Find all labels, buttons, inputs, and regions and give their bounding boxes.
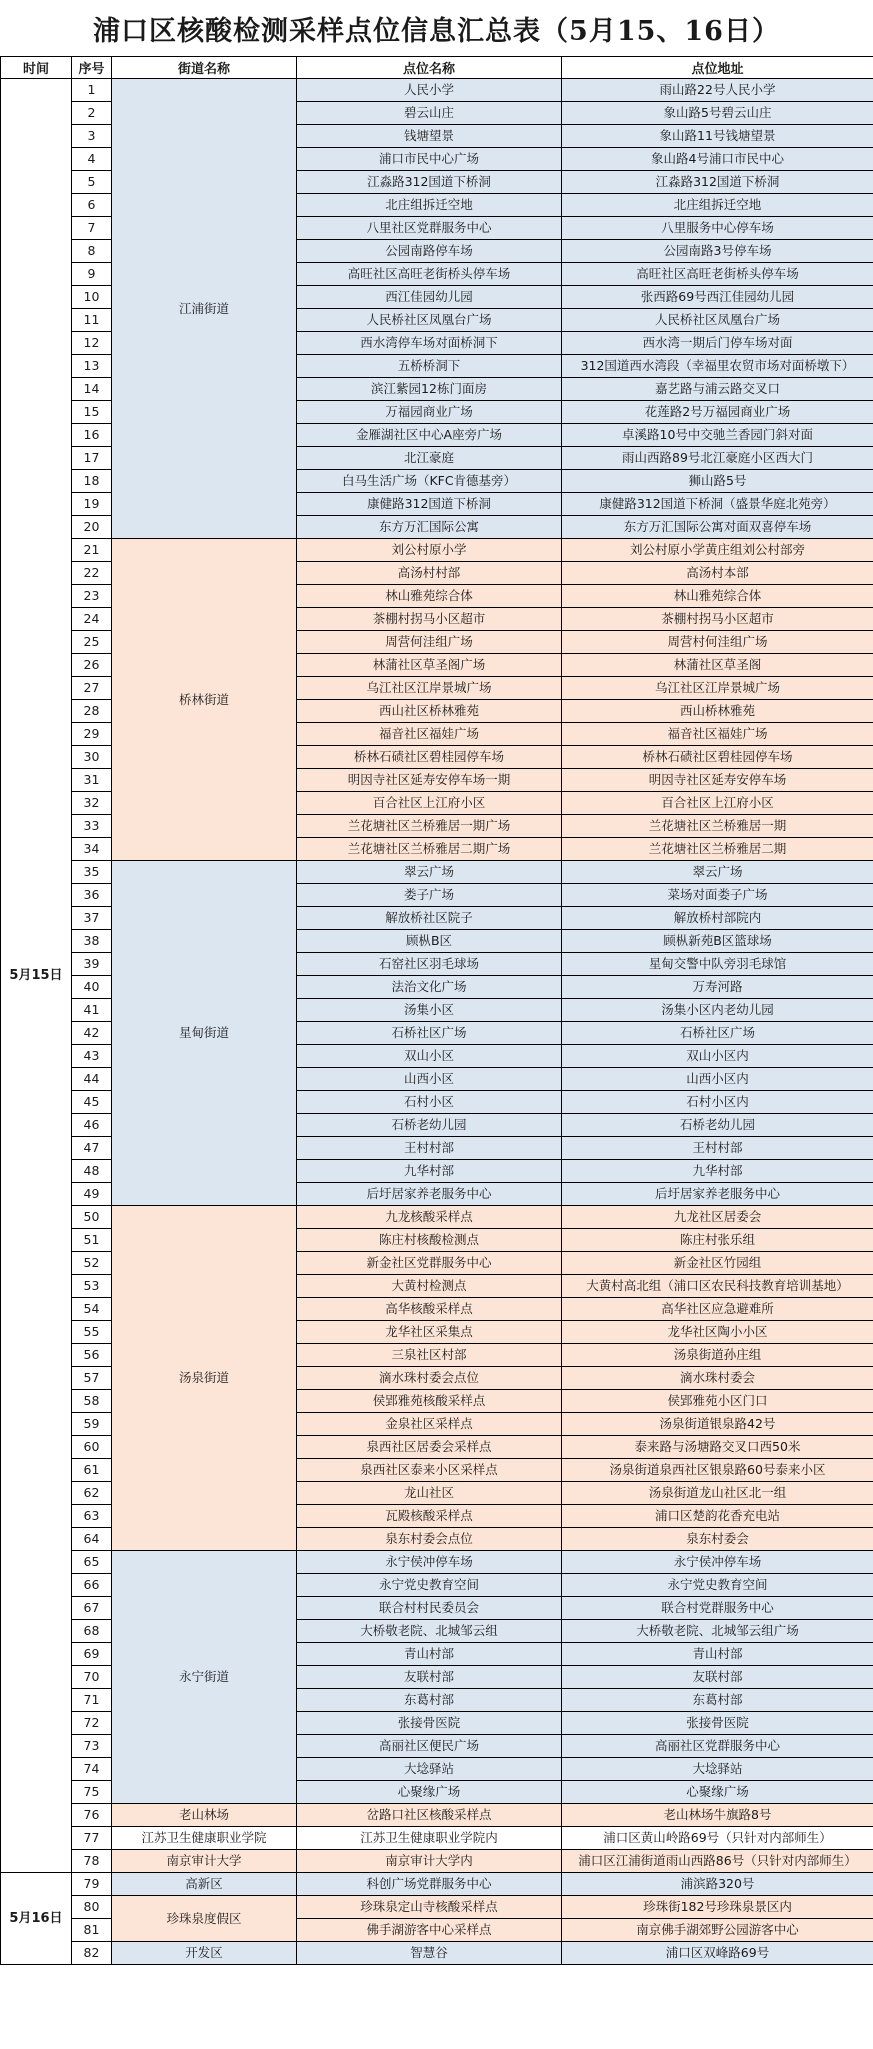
point-name: 白马生活广场（KFC肯德基旁） <box>297 470 562 493</box>
point-address: 茶棚村拐马小区超市 <box>562 608 873 631</box>
point-name: 兰花塘社区兰桥雅居一期广场 <box>297 815 562 838</box>
point-name: 九龙核酸采样点 <box>297 1206 562 1229</box>
point-address: 嘉艺路与浦云路交叉口 <box>562 378 873 401</box>
point-address: 龙华社区陶小小区 <box>562 1321 873 1344</box>
table-row <box>1 1942 873 1965</box>
point-address: 联合村党群服务中心 <box>562 1597 873 1620</box>
point-name: 人民小学 <box>297 79 562 102</box>
point-name: 龙山社区 <box>297 1482 562 1505</box>
point-name: 九华村部 <box>297 1160 562 1183</box>
point-name: 岔路口社区核酸采样点 <box>297 1804 562 1827</box>
point-address: 兰花塘社区兰桥雅居一期 <box>562 815 873 838</box>
row-number: 40 <box>72 976 112 999</box>
point-address: 百合社区上江府小区 <box>562 792 873 815</box>
point-name: 智慧谷 <box>297 1942 562 1965</box>
point-name: 佛手湖游客中心采样点 <box>297 1919 562 1942</box>
row-number: 30 <box>72 746 112 769</box>
row-number: 38 <box>72 930 112 953</box>
point-name: 石窑社区羽毛球场 <box>297 953 562 976</box>
row-number: 59 <box>72 1413 112 1436</box>
row-number: 23 <box>72 585 112 608</box>
row-number: 14 <box>72 378 112 401</box>
point-name: 张接骨医院 <box>297 1712 562 1735</box>
point-name: 百合社区上江府小区 <box>297 792 562 815</box>
row-number: 36 <box>72 884 112 907</box>
row-number: 12 <box>72 332 112 355</box>
row-number: 48 <box>72 1160 112 1183</box>
row-number: 42 <box>72 1022 112 1045</box>
point-address: 西水湾一期后门停车场对面 <box>562 332 873 355</box>
header-point-address: 点位地址 <box>562 57 873 79</box>
row-number: 32 <box>72 792 112 815</box>
header-number: 序号 <box>72 57 112 79</box>
row-number: 17 <box>72 447 112 470</box>
row-number: 67 <box>72 1597 112 1620</box>
point-address: 康健路312国道下桥洞（盛景华庭北苑旁） <box>562 493 873 516</box>
row-number: 69 <box>72 1643 112 1666</box>
point-name: 八里社区党群服务中心 <box>297 217 562 240</box>
row-number: 76 <box>72 1804 112 1827</box>
row-number: 45 <box>72 1091 112 1114</box>
row-number: 46 <box>72 1114 112 1137</box>
table-row <box>1 1206 873 1229</box>
row-number: 61 <box>72 1459 112 1482</box>
row-number: 74 <box>72 1758 112 1781</box>
point-name: 泉东村委会点位 <box>297 1528 562 1551</box>
point-name: 公园南路停车场 <box>297 240 562 263</box>
street-name: 开发区 <box>112 1942 297 1965</box>
point-address: 福音社区福娃广场 <box>562 723 873 746</box>
point-address: 老山林场牛旗路8号 <box>562 1804 873 1827</box>
point-name: 明因寺社区延寿安停车场一期 <box>297 769 562 792</box>
point-address: 高丽社区党群服务中心 <box>562 1735 873 1758</box>
point-name: 乌江社区江岸景城广场 <box>297 677 562 700</box>
point-address: 八里服务中心停车场 <box>562 217 873 240</box>
point-name: 林蒲社区草圣阁广场 <box>297 654 562 677</box>
point-name: 滴水珠村委会点位 <box>297 1367 562 1390</box>
point-name: 福音社区福娃广场 <box>297 723 562 746</box>
point-name: 茶棚村拐马小区超市 <box>297 608 562 631</box>
row-number: 37 <box>72 907 112 930</box>
point-name: 高华核酸采样点 <box>297 1298 562 1321</box>
point-address: 明因寺社区延寿安停车场 <box>562 769 873 792</box>
point-address: 珍珠街182号珍珠泉景区内 <box>562 1896 873 1919</box>
point-address: 新金社区竹园组 <box>562 1252 873 1275</box>
point-name: 西山社区桥林雅苑 <box>297 700 562 723</box>
point-name: 解放桥社区院子 <box>297 907 562 930</box>
point-name: 刘公村原小学 <box>297 539 562 562</box>
point-address: 万寿河路 <box>562 976 873 999</box>
row-number: 80 <box>72 1896 112 1919</box>
table-row <box>1 79 873 102</box>
point-name: 金雁湖社区中心A座旁广场 <box>297 424 562 447</box>
row-number: 4 <box>72 148 112 171</box>
point-address: 汤集小区内老幼儿园 <box>562 999 873 1022</box>
point-address: 张西路69号西江佳园幼儿园 <box>562 286 873 309</box>
row-number: 73 <box>72 1735 112 1758</box>
point-name: 兰花塘社区兰桥雅居二期广场 <box>297 838 562 861</box>
point-name: 翠云广场 <box>297 861 562 884</box>
row-number: 50 <box>72 1206 112 1229</box>
table-row <box>1 1551 873 1574</box>
table-body <box>1 79 873 1965</box>
row-number: 53 <box>72 1275 112 1298</box>
point-name: 双山小区 <box>297 1045 562 1068</box>
point-address: 张接骨医院 <box>562 1712 873 1735</box>
point-name: 江苏卫生健康职业学院内 <box>297 1827 562 1850</box>
point-name: 汤集小区 <box>297 999 562 1022</box>
point-name: 永宁侯冲停车场 <box>297 1551 562 1574</box>
point-name: 珍珠泉定山寺核酸采样点 <box>297 1896 562 1919</box>
table-row <box>1 1804 873 1827</box>
street-name: 汤泉街道 <box>112 1206 297 1551</box>
row-number: 28 <box>72 700 112 723</box>
street-name: 星甸街道 <box>112 861 297 1206</box>
point-name: 金泉社区采样点 <box>297 1413 562 1436</box>
point-address: 东方万汇国际公寓对面双喜停车场 <box>562 516 873 539</box>
point-address: 星甸交警中队旁羽毛球馆 <box>562 953 873 976</box>
point-address: 兰花塘社区兰桥雅居二期 <box>562 838 873 861</box>
point-name: 东葛村部 <box>297 1689 562 1712</box>
point-name: 碧云山庄 <box>297 102 562 125</box>
row-number: 62 <box>72 1482 112 1505</box>
street-name: 永宁街道 <box>112 1551 297 1804</box>
point-name: 西水湾停车场对面桥洞下 <box>297 332 562 355</box>
row-number: 18 <box>72 470 112 493</box>
point-address: 南京佛手湖郊野公园游客中心 <box>562 1919 873 1942</box>
point-address: 青山村部 <box>562 1643 873 1666</box>
row-number: 34 <box>72 838 112 861</box>
page-title: 浦口区核酸检测采样点位信息汇总表（5月15、16日） <box>93 15 780 47</box>
table-row <box>1 1827 873 1850</box>
point-name: 石桥社区广场 <box>297 1022 562 1045</box>
row-number: 54 <box>72 1298 112 1321</box>
point-address: 九龙社区居委会 <box>562 1206 873 1229</box>
street-name: 南京审计大学 <box>112 1850 297 1873</box>
header-point-name: 点位名称 <box>297 57 562 79</box>
row-number: 2 <box>72 102 112 125</box>
row-number: 29 <box>72 723 112 746</box>
row-number: 56 <box>72 1344 112 1367</box>
row-number: 70 <box>72 1666 112 1689</box>
street-name: 桥林街道 <box>112 539 297 861</box>
row-number: 21 <box>72 539 112 562</box>
row-number: 51 <box>72 1229 112 1252</box>
point-name: 瓦殿核酸采样点 <box>297 1505 562 1528</box>
point-address: 林蒲社区草圣阁 <box>562 654 873 677</box>
point-address: 山西小区内 <box>562 1068 873 1091</box>
point-name: 石村小区 <box>297 1091 562 1114</box>
point-name: 泉西社区泰来小区采样点 <box>297 1459 562 1482</box>
point-name: 人民桥社区凤凰台广场 <box>297 309 562 332</box>
point-name: 泉西社区居委会采样点 <box>297 1436 562 1459</box>
row-number: 15 <box>72 401 112 424</box>
point-address: 滴水珠村委会 <box>562 1367 873 1390</box>
row-number: 58 <box>72 1390 112 1413</box>
point-address: 解放桥村部院内 <box>562 907 873 930</box>
table-row <box>1 539 873 562</box>
row-number: 31 <box>72 769 112 792</box>
street-name: 珍珠泉度假区 <box>112 1896 297 1942</box>
point-name: 王村村部 <box>297 1137 562 1160</box>
point-address: 泰来路与汤塘路交叉口西50米 <box>562 1436 873 1459</box>
table-row <box>1 1896 873 1919</box>
point-address: 桥林石碛社区碧桂园停车场 <box>562 746 873 769</box>
row-number: 79 <box>72 1873 112 1896</box>
row-number: 3 <box>72 125 112 148</box>
row-number: 16 <box>72 424 112 447</box>
point-address: 东葛村部 <box>562 1689 873 1712</box>
point-name: 三泉社区村部 <box>297 1344 562 1367</box>
point-name: 永宁党史教育空间 <box>297 1574 562 1597</box>
point-address: 象山路11号钱塘望景 <box>562 125 873 148</box>
point-address: 永宁侯冲停车场 <box>562 1551 873 1574</box>
point-address: 林山雅苑综合体 <box>562 585 873 608</box>
point-name: 西江佳园幼儿园 <box>297 286 562 309</box>
point-name: 高汤村村部 <box>297 562 562 585</box>
point-name: 大埝驿站 <box>297 1758 562 1781</box>
point-address: 汤泉街道龙山社区北一组 <box>562 1482 873 1505</box>
point-address: 高华社区应急避难所 <box>562 1298 873 1321</box>
point-address: 人民桥社区凤凰台广场 <box>562 309 873 332</box>
point-name: 娄子广场 <box>297 884 562 907</box>
point-address: 公园南路3号停车场 <box>562 240 873 263</box>
sampling-points-table <box>0 56 873 1965</box>
row-number: 10 <box>72 286 112 309</box>
point-name: 林山雅苑综合体 <box>297 585 562 608</box>
point-name: 北江豪庭 <box>297 447 562 470</box>
point-address: 永宁党史教育空间 <box>562 1574 873 1597</box>
point-address: 雨山路22号人民小学 <box>562 79 873 102</box>
point-name: 浦口市民中心广场 <box>297 148 562 171</box>
row-number: 68 <box>72 1620 112 1643</box>
point-address: 双山小区内 <box>562 1045 873 1068</box>
row-number: 60 <box>72 1436 112 1459</box>
point-address: 顾枞新苑B区篮球场 <box>562 930 873 953</box>
point-address: 卓溪路10号中交驰兰香园门斜对面 <box>562 424 873 447</box>
point-name: 东方万汇国际公寓 <box>297 516 562 539</box>
point-name: 后圩居家养老服务中心 <box>297 1183 562 1206</box>
point-address: 大埝驿站 <box>562 1758 873 1781</box>
point-name: 滨江紫园12栋门面房 <box>297 378 562 401</box>
row-number: 39 <box>72 953 112 976</box>
point-name: 北庄组拆迁空地 <box>297 194 562 217</box>
point-name: 康健路312国道下桥洞 <box>297 493 562 516</box>
point-address: 石桥社区广场 <box>562 1022 873 1045</box>
point-address: 王村村部 <box>562 1137 873 1160</box>
row-number: 65 <box>72 1551 112 1574</box>
row-number: 7 <box>72 217 112 240</box>
point-name: 心聚缘广场 <box>297 1781 562 1804</box>
point-address: 汤泉街道孙庄组 <box>562 1344 873 1367</box>
point-address: 狮山路5号 <box>562 470 873 493</box>
row-number: 66 <box>72 1574 112 1597</box>
point-name: 新金社区党群服务中心 <box>297 1252 562 1275</box>
point-name: 钱塘望景 <box>297 125 562 148</box>
point-address: 周营村何洼组广场 <box>562 631 873 654</box>
header-time: 时间 <box>1 57 72 79</box>
row-number: 11 <box>72 309 112 332</box>
street-name: 高新区 <box>112 1873 297 1896</box>
row-number: 75 <box>72 1781 112 1804</box>
point-address: 侯郢雅苑小区门口 <box>562 1390 873 1413</box>
row-number: 49 <box>72 1183 112 1206</box>
point-address: 刘公村原小学黄庄组刘公村部旁 <box>562 539 873 562</box>
point-address: 汤泉街道银泉路42号 <box>562 1413 873 1436</box>
point-address: 高汤村本部 <box>562 562 873 585</box>
row-number: 77 <box>72 1827 112 1850</box>
point-name: 龙华社区采集点 <box>297 1321 562 1344</box>
point-address: 心聚缘广场 <box>562 1781 873 1804</box>
point-name: 陈庄村核酸检测点 <box>297 1229 562 1252</box>
point-name: 大桥敬老院、北城邹云组 <box>297 1620 562 1643</box>
table-row <box>1 1850 873 1873</box>
point-name: 五桥桥洞下 <box>297 355 562 378</box>
point-address: 翠云广场 <box>562 861 873 884</box>
point-name: 南京审计大学内 <box>297 1850 562 1873</box>
point-address: 雨山西路89号北江豪庭小区西大门 <box>562 447 873 470</box>
street-name: 老山林场 <box>112 1804 297 1827</box>
row-number: 22 <box>72 562 112 585</box>
point-address: 312国道西水湾段（幸福里农贸市场对面桥墩下） <box>562 355 873 378</box>
point-address: 西山桥林雅苑 <box>562 700 873 723</box>
date-cell: 5月15日 <box>1 79 72 1873</box>
row-number: 71 <box>72 1689 112 1712</box>
point-address: 大桥敬老院、北城邹云组广场 <box>562 1620 873 1643</box>
row-number: 27 <box>72 677 112 700</box>
row-number: 63 <box>72 1505 112 1528</box>
row-number: 44 <box>72 1068 112 1091</box>
row-number: 72 <box>72 1712 112 1735</box>
point-name: 山西小区 <box>297 1068 562 1091</box>
point-address: 汤泉街道泉西社区银泉路60号泰来小区 <box>562 1459 873 1482</box>
point-name: 万福园商业广场 <box>297 401 562 424</box>
point-name: 高旺社区高旺老街桥头停车场 <box>297 263 562 286</box>
row-number: 41 <box>72 999 112 1022</box>
point-name: 青山村部 <box>297 1643 562 1666</box>
row-number: 5 <box>72 171 112 194</box>
row-number: 81 <box>72 1919 112 1942</box>
point-address: 泉东村委会 <box>562 1528 873 1551</box>
row-number: 35 <box>72 861 112 884</box>
point-address: 石桥老幼儿园 <box>562 1114 873 1137</box>
point-address: 友联村部 <box>562 1666 873 1689</box>
point-address: 高旺社区高旺老街桥头停车场 <box>562 263 873 286</box>
point-address: 浦滨路320号 <box>562 1873 873 1896</box>
row-number: 19 <box>72 493 112 516</box>
point-address: 浦口区楚韵花香充电站 <box>562 1505 873 1528</box>
point-address: 江淼路312国道下桥洞 <box>562 171 873 194</box>
point-address: 浦口区双峰路69号 <box>562 1942 873 1965</box>
point-address: 浦口区黄山岭路69号（只针对内部师生） <box>562 1827 873 1850</box>
row-number: 6 <box>72 194 112 217</box>
row-number: 25 <box>72 631 112 654</box>
point-name: 高丽社区便民广场 <box>297 1735 562 1758</box>
row-number: 20 <box>72 516 112 539</box>
point-name: 侯郢雅苑核酸采样点 <box>297 1390 562 1413</box>
point-name: 法治文化广场 <box>297 976 562 999</box>
point-address: 陈庄村张乐组 <box>562 1229 873 1252</box>
point-address: 象山路5号碧云山庄 <box>562 102 873 125</box>
street-name: 江浦街道 <box>112 79 297 539</box>
point-name: 周营何洼组广场 <box>297 631 562 654</box>
point-address: 菜场对面娄子广场 <box>562 884 873 907</box>
point-name: 联合村村民委员会 <box>297 1597 562 1620</box>
table-row <box>1 861 873 884</box>
row-number: 33 <box>72 815 112 838</box>
point-address: 九华村部 <box>562 1160 873 1183</box>
point-name: 友联村部 <box>297 1666 562 1689</box>
header-street: 街道名称 <box>112 57 297 79</box>
point-address: 大黄村高北组（浦口区农民科技教育培训基地） <box>562 1275 873 1298</box>
table-row <box>1 1873 873 1896</box>
point-address: 花莲路2号万福园商业广场 <box>562 401 873 424</box>
row-number: 43 <box>72 1045 112 1068</box>
point-name: 桥林石碛社区碧桂园停车场 <box>297 746 562 769</box>
row-number: 47 <box>72 1137 112 1160</box>
row-number: 24 <box>72 608 112 631</box>
street-name: 江苏卫生健康职业学院 <box>112 1827 297 1850</box>
point-name: 大黄村检测点 <box>297 1275 562 1298</box>
row-number: 82 <box>72 1942 112 1965</box>
row-number: 78 <box>72 1850 112 1873</box>
point-address: 后圩居家养老服务中心 <box>562 1183 873 1206</box>
row-number: 1 <box>72 79 112 102</box>
point-address: 浦口区江浦街道雨山西路86号（只针对内部师生） <box>562 1850 873 1873</box>
point-address: 乌江社区江岸景城广场 <box>562 677 873 700</box>
point-name: 顾枞B区 <box>297 930 562 953</box>
point-address: 北庄组拆迁空地 <box>562 194 873 217</box>
row-number: 26 <box>72 654 112 677</box>
point-name: 石桥老幼儿园 <box>297 1114 562 1137</box>
date-cell: 5月16日 <box>1 1873 72 1965</box>
row-number: 52 <box>72 1252 112 1275</box>
row-number: 9 <box>72 263 112 286</box>
row-number: 57 <box>72 1367 112 1390</box>
point-address: 象山路4号浦口市民中心 <box>562 148 873 171</box>
point-name: 江淼路312国道下桥洞 <box>297 171 562 194</box>
table-header-row <box>1 57 873 79</box>
row-number: 13 <box>72 355 112 378</box>
row-number: 64 <box>72 1528 112 1551</box>
row-number: 55 <box>72 1321 112 1344</box>
point-address: 石村小区内 <box>562 1091 873 1114</box>
row-number: 8 <box>72 240 112 263</box>
point-name: 科创广场党群服务中心 <box>297 1873 562 1896</box>
